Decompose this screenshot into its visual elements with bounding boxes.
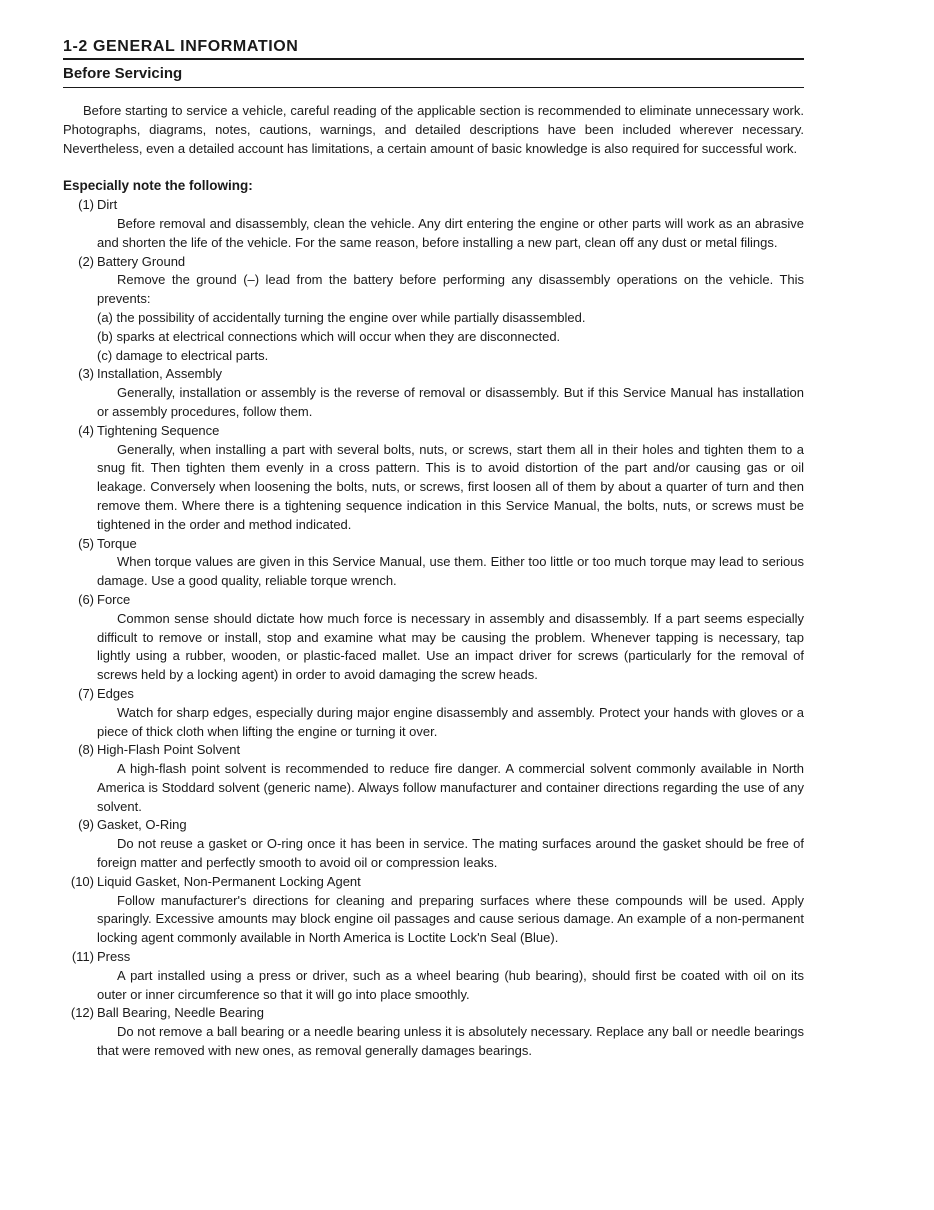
item-number: (9) — [78, 817, 94, 833]
list-item — [63, 873, 804, 948]
item-title: High-Flash Point Solvent — [97, 742, 241, 758]
list-item — [63, 741, 804, 816]
item-title: Press — [97, 949, 131, 965]
item-body: When torque values are given in this Service Manual, use them. Either too little or too much torque may lead to serious damage. Use a good quality, reliable torque wrench. — [97, 554, 804, 589]
list-item — [63, 365, 804, 421]
list-item — [63, 535, 804, 591]
item-body: Remove the ground (–) lead from the battery before performing any disassembly operations on the vehicle. This prevents: — [97, 272, 804, 307]
item-number: (11) — [71, 949, 94, 965]
list-item — [63, 196, 804, 252]
section-rule — [63, 87, 804, 88]
list-item — [63, 253, 804, 366]
sub-item: (a) the possibility of accidentally turning the engine over while partially disassembled. — [97, 309, 586, 325]
item-number: (2) — [78, 253, 94, 269]
item-number: (6) — [78, 591, 94, 607]
header-rule — [63, 58, 804, 60]
item-title: Torque — [97, 535, 137, 551]
list-item — [63, 948, 804, 1004]
sub-item: (c) damage to electrical parts. — [97, 347, 269, 363]
list-item — [63, 422, 804, 535]
item-body: Do not remove a ball bearing or a needle bearing unless it is absolutely necessary. Replace any ball or needle bearings that were removed with new ones, as removal generally damages bearings. — [97, 1024, 804, 1059]
item-body: Before removal and disassembly, clean the vehicle. Any dirt entering the engine or other parts will work as an abrasive and shorten the life of the vehicle. For the same reason, before installing a new part, clean off any dust or metal filings. — [97, 215, 804, 250]
item-body: A part installed using a press or driver, such as a wheel bearing (hub bearing), should first be coated with oil on its outer or inner circumference so that it will go into place smoothly. — [97, 967, 804, 1002]
page-content — [63, 102, 804, 1061]
item-body: Follow manufacturer's directions for cleaning and preparing surfaces where these compounds will be used. Apply sparingly. Excessive amounts may block engine oil passages and cause serious damage. An example of a non-permanent locking agent commonly available in North America is Loctite Lock'n Seal (Blue). — [97, 892, 804, 946]
item-title: Edges — [97, 685, 134, 701]
item-body: Generally, when installing a part with several bolts, nuts, or screws, start them all in their holes and tighten them to a snug fit. Then tighten them evenly in a cross pattern. This is to avoid distortion of the part and/or causing gas or oil leakage. Conversely when loosening the bolts, nuts, or screws, first loosen all of them by about a quarter of turn and then remove them. Where there is a tightening sequence indication in this Service Manual, the bolts, nuts, or screws must be tightened in the order and method indicated. — [97, 441, 804, 532]
item-number: (10) — [70, 873, 94, 889]
list-item — [63, 816, 804, 872]
item-body: Generally, installation or assembly is the reverse of removal or disassembly. But if this Service Manual has installation or assembly procedures, follow them. — [97, 385, 804, 419]
item-number: (1) — [78, 197, 94, 213]
item-body: A high-flash point solvent is recommended to reduce fire danger. A commercial solvent commonly available in North America is Stoddard solvent (generic name). Always follow manufacturer and container directions regarding the use of any solvent. — [97, 761, 804, 814]
page-title: 1-2 GENERAL INFORMATION — [63, 38, 299, 55]
note-heading: Especially note the following: — [63, 178, 253, 194]
item-number: (7) — [78, 685, 94, 701]
item-title: Force — [97, 591, 131, 607]
item-title: Ball Bearing, Needle Bearing — [97, 1005, 264, 1021]
item-title: Installation, Assembly — [97, 366, 223, 382]
list-item — [63, 1004, 804, 1060]
item-number: (3) — [78, 366, 94, 382]
list-item — [63, 685, 804, 741]
page-header — [63, 37, 804, 88]
sub-item: (b) sparks at electrical connections which will occur when they are disconnected. — [97, 328, 561, 344]
item-number: (12) — [70, 1005, 94, 1021]
item-body: Do not reuse a gasket or O-ring once it has been in service. The mating surfaces around the gasket should be free of foreign matter and perfectly smooth to avoid oil or compression leaks. — [97, 836, 804, 871]
item-number: (8) — [78, 742, 94, 758]
section-title: Before Servicing — [63, 65, 183, 82]
item-body: Watch for sharp edges, especially during major engine disassembly and assembly. Protect your hands with gloves or a piece of thick cloth when lifting the engine or turning it over. — [97, 704, 804, 739]
intro-paragraph: Before starting to service a vehicle, careful reading of the applicable section is recommended to eliminate unnecessary work. Photographs, diagrams, notes, cautions, warnings, and detailed descriptions have been included wherever necessary. Nevertheless, even a detailed account has limitations, a certain amount of basic knowledge is also required for successful work. — [63, 103, 804, 156]
item-title: Battery Ground — [97, 253, 186, 269]
item-body: Common sense should dictate how much force is necessary in assembly and disassembly. If a part seems especially difficult to remove or install, stop and examine what may be causing the problem. Whenever tapping is necessary, tap lightly using a rubber, wooden, or plastic-faced mallet. Use an impact driver for screws (particularly for the removal of screws held by a locking agent) in order to avoid damaging the screw heads. — [97, 610, 804, 683]
item-title: Liquid Gasket, Non-Permanent Locking Agent — [97, 873, 361, 889]
item-number: (4) — [78, 422, 94, 438]
item-title: Dirt — [97, 197, 118, 213]
item-title: Tightening Sequence — [97, 422, 220, 438]
item-title: Gasket, O-Ring — [97, 817, 187, 833]
list-item — [63, 591, 804, 685]
item-number: (5) — [78, 535, 94, 551]
